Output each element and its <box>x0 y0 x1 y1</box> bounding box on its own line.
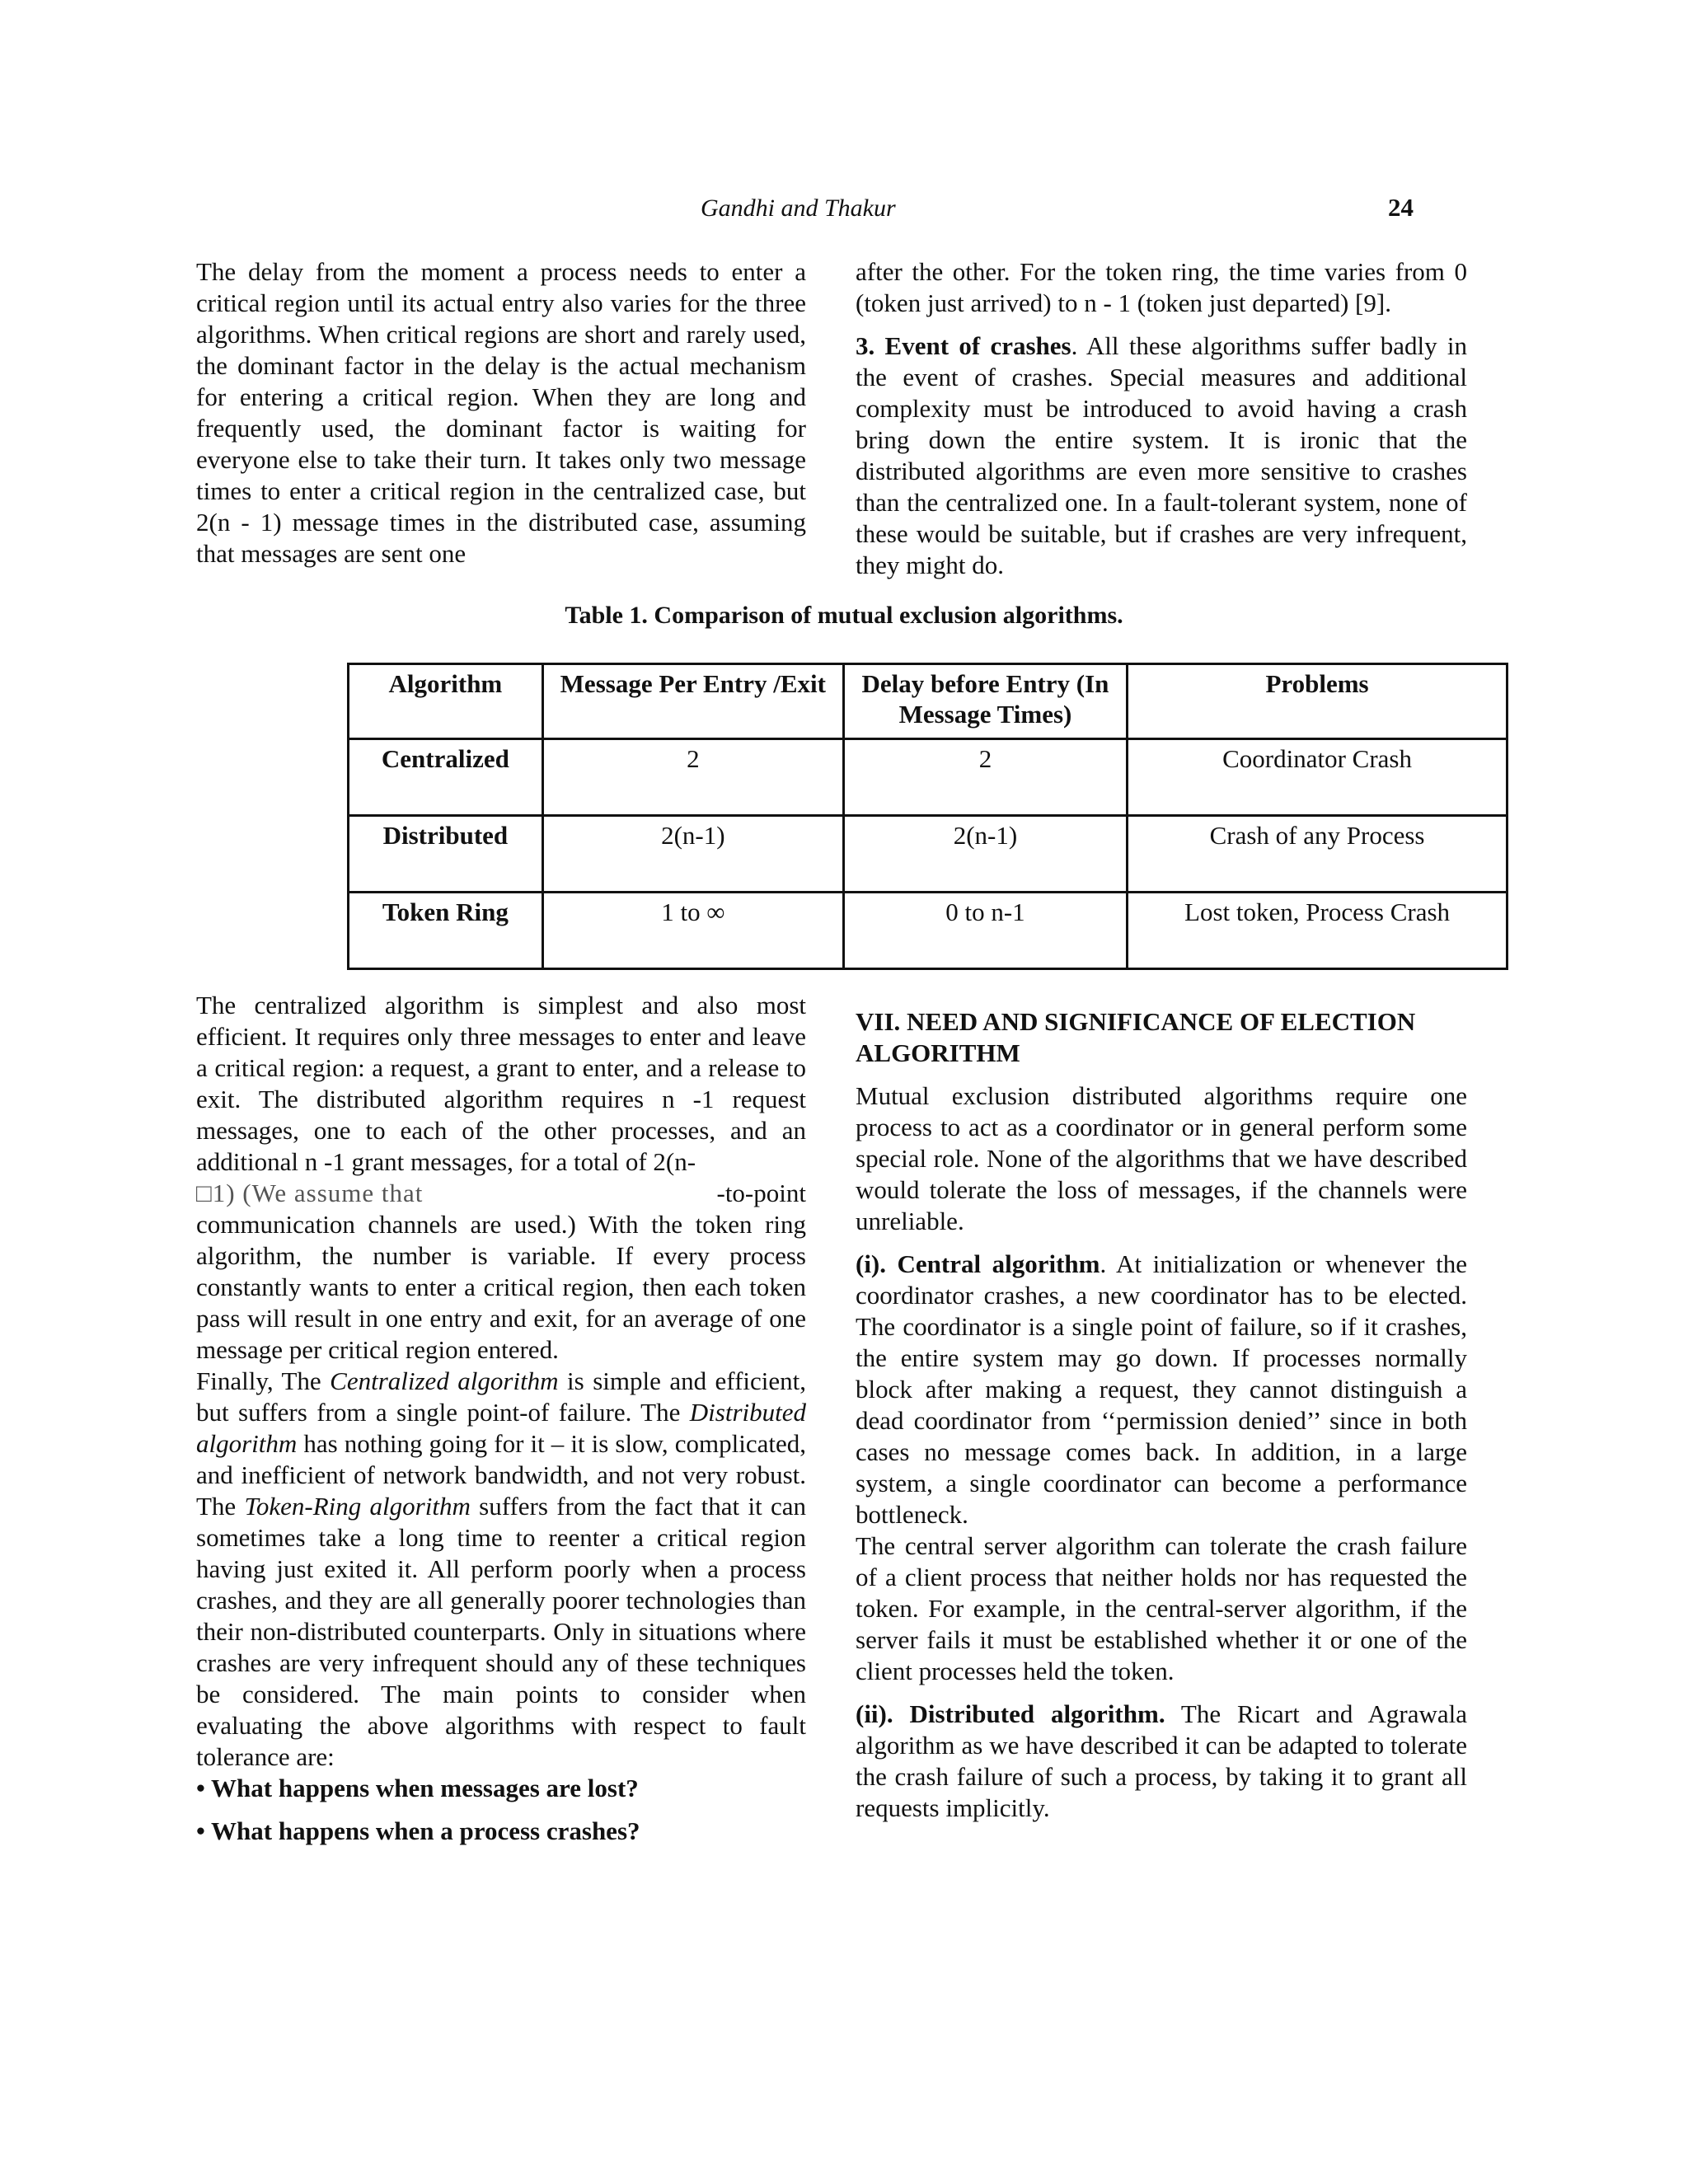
right-column-bottom <box>856 1006 1467 1835</box>
table-cell: 2 <box>542 739 843 816</box>
paragraph-lead-distributed: (ii). Distributed algorithm. <box>856 1699 1165 1728</box>
table-cell: Distributed <box>349 816 543 893</box>
section-heading: VII. NEED AND SIGNIFICANCE OF ELECTION ALGORITHM <box>856 1007 1416 1067</box>
table-cell: 2(n-1) <box>843 816 1127 893</box>
table-header-cell: Message Per Entry /Exit <box>542 664 843 739</box>
table-cell: Lost token, Process Crash <box>1128 893 1507 969</box>
garbled-text-fragment: □1) (We assume that <box>196 1179 424 1207</box>
paragraph-token-ring-time: after the other. For the token ring, the time varies from 0 (token just arrived) to n - 1 (token just departed) [9]. <box>856 257 1467 317</box>
table-cell: Crash of any Process <box>1128 816 1507 893</box>
paragraph-lead-central: (i). Central algorithm <box>856 1249 1100 1278</box>
paragraph-central-server: The central server algorithm can tolerate the crash failure of a client process that neither holds nor has requested the token. For example, in the central-server algorithm, if the server fails it must be established whether it or one of the client processes held the token. <box>856 1531 1467 1685</box>
table-cell: 1 to ∞ <box>542 893 843 969</box>
table-header-cell: Problems <box>1128 664 1507 739</box>
table-cell: Coordinator Crash <box>1128 739 1507 816</box>
table-cell: 0 to n-1 <box>843 893 1127 969</box>
paragraph-distributed-algorithm: (ii). Distributed algorithm. The Ricart and Agrawala algorithm as we have described it can be adapted to tolerate the crash failure of such a process, by taking it to grant all requests implicitly. <box>856 1699 1468 1822</box>
left-column-top <box>196 256 806 581</box>
running-header-authors: Gandhi and Thakur <box>701 194 896 222</box>
table-header-cell: Delay before Entry (In Message Times) <box>843 664 1127 739</box>
table-row <box>349 739 1507 816</box>
table-cell: 2(n-1) <box>542 816 843 893</box>
paragraph-lead-crashes: 3. Event of crashes <box>856 331 1071 360</box>
table-row <box>349 816 1507 893</box>
paragraph-centralized-simplest: The centralized algorithm is simplest and also most efficient. It requires only three messages to enter and leave a critical region: a request, a grant to enter, and a release to exit. The distributed algorithm requires n -1 request messages, one to each of the other processes, and an additional n -1 grant messages, for a total of 2(n- □1) (We assume that -to-point communication channels are used.) With the token ring algorithm, the number is variable. If every process constantly wants to enter a critical region, then each token pass will result in one entry and exit, for an average of one message per critical region entered. <box>196 991 806 1364</box>
table-row <box>349 893 1507 969</box>
list-item: • What happens when a process crashes? <box>196 1816 640 1845</box>
right-column-top <box>856 256 1467 593</box>
page-number: 24 <box>1388 193 1414 222</box>
paragraph-delay: The delay from the moment a process needs to enter a critical region until its actual entry also varies for the three algorithms. When critical regions are short and rarely used, the dominant factor in the delay is the actual mechanism for entering a critical region. When they are long and frequently used, the dominant factor is waiting for everyone else to take their turn. It takes only two message times to enter a critical region in the centralized case, but 2(n - 1) message times in the distributed case, assuming that messages are sent one <box>196 257 806 568</box>
table-header-row <box>349 664 1507 739</box>
left-column-bottom <box>196 990 806 1858</box>
table-header-cell: Algorithm <box>349 664 543 739</box>
table-caption: Table 1. Comparison of mutual exclusion algorithms. <box>565 602 1123 629</box>
paragraph-finally: Finally, The Centralized algorithm is simple and efficient, but suffers from a single point-of failure. The Distributed algorithm has nothing going for it – it is slow, complicated, and inefficient of network bandwidth, and not very robust. The Token-Ring algorithm suffers from the fact that it can sometimes take a long time to reenter a critical region having just exited it. All perform poorly when a process crashes, and they are all generally poorer technologies than their non-distributed counterparts. Only in situations where crashes are very infrequent should any of these techniques be considered. The main points to consider when evaluating the above algorithms with respect to fault tolerance are: <box>196 1366 806 1771</box>
table-cell: Token Ring <box>349 893 543 969</box>
comparison-table <box>347 663 1508 970</box>
paragraph-event-of-crashes: 3. Event of crashes. All these algorithms suffer badly in the event of crashes. Special measures and additional complexity must be introduced to avoid having a crash bring down the entire system. It is ironic that the distributed algorithms are even more sensitive to crashes than the centralized one. In a fault-tolerant system, none of these would be suitable, but if crashes are very infrequent, they might do. <box>856 331 1467 579</box>
paragraph-central-algorithm: (i). Central algorithm. At initialization or whenever the coordinator crashes, a new coordinator has to be elected. The coordinator is a single point of failure, so if it crashes, the entire system may go down. If processes normally block after making a request, they cannot distinguish a dead coordinator from ‘‘permission denied’’ since in both cases no message comes back. In addition, in a large system, a single coordinator can become a performance bottleneck. <box>856 1249 1467 1529</box>
table-cell: 2 <box>843 739 1127 816</box>
table-cell: Centralized <box>349 739 543 816</box>
list-item: • What happens when messages are lost? <box>196 1774 639 1802</box>
paragraph-mutual-exclusion: Mutual exclusion distributed algorithms require one process to act as a coordinator or in general perform some special role. None of the algorithms that we have described would tolerate the loss of messages, if the channels were unreliable. <box>856 1081 1467 1235</box>
